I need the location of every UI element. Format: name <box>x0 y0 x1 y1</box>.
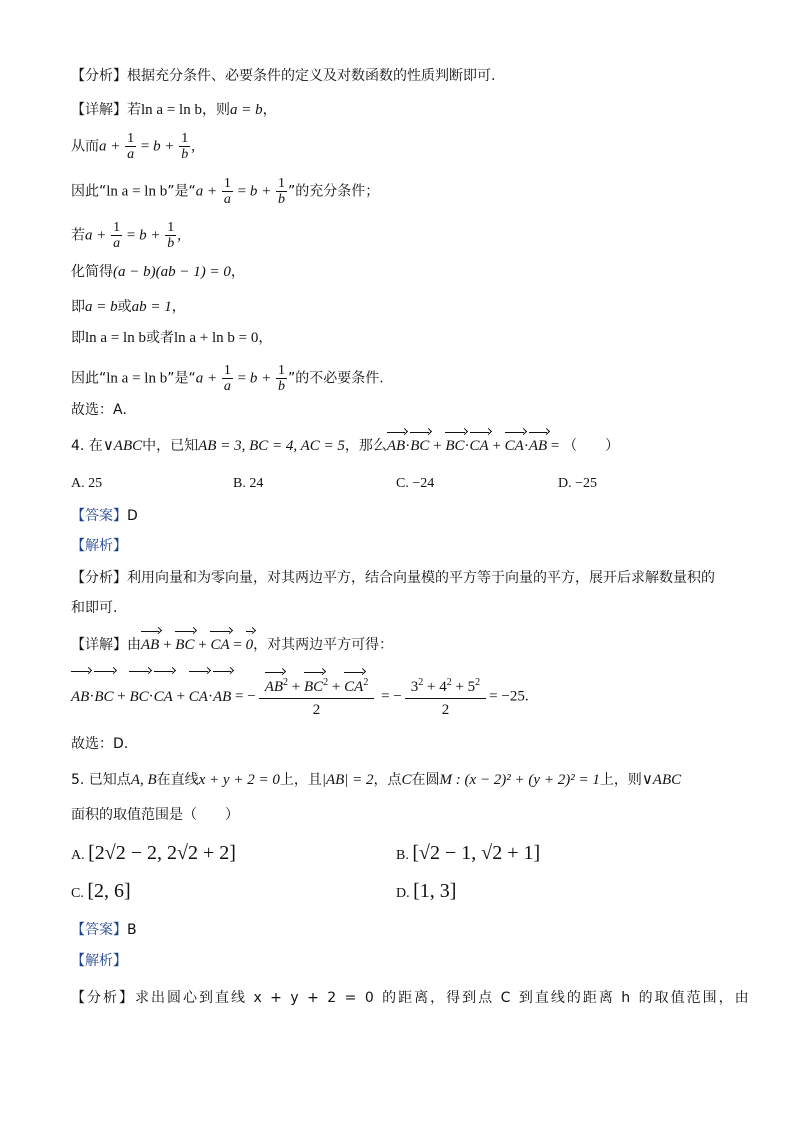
text: 或 <box>117 299 132 315</box>
q3-final-answer: 故选：A. <box>71 402 127 418</box>
q4-stem: 4. 在∨ABC中，已知AB = 3, BC = 4, AC = 5，那么AB·BC + BC·CA + CA·AB = （ ） <box>71 438 620 454</box>
q3-detail-line-8: 因此“ln a = ln b”是“a + $\frac{1}{a}$ = b + $\frac{1}{b}$ ”的不必要条件. <box>71 363 384 394</box>
q5-option-d[interactable] <box>396 880 456 903</box>
analysis-text: 根据充分条件、必要条件的定义及对数函数的性质判断即可. <box>127 68 496 84</box>
fraction: $\frac{1}{a}$ <box>223 363 231 394</box>
result: = −25 <box>489 688 525 705</box>
math-eq: a = b <box>85 299 118 315</box>
text: （ ） <box>563 438 620 454</box>
text: 上，则 <box>599 772 642 788</box>
math: x + y + 2 = 0 <box>198 772 280 788</box>
math: |AB| = 2 <box>321 772 374 788</box>
math-eq: (a − b)(ab − 1) = 0 <box>113 264 231 280</box>
q3-detail-line-2: 从而a + $\frac{1}{a}$ = b + $\frac{1}{b}$ , <box>71 131 195 162</box>
analysis-tag: 【分析】 <box>71 990 135 1006</box>
text: 即 <box>71 330 85 346</box>
math-eq: ln a = ln b <box>106 370 168 387</box>
math-eq: ln a + ln b = 0 <box>173 330 259 346</box>
text: 4. 在 <box>71 438 103 454</box>
q4-option-c[interactable]: C. −24 <box>396 476 435 491</box>
math-eq: ln a = ln b <box>85 330 146 346</box>
text: ， <box>171 299 186 315</box>
q5-answer <box>71 920 137 940</box>
q5-jiexi-tag: 【解析】 <box>71 953 127 969</box>
math: M : (x − 2)² + (y + 2)² = 1 <box>439 772 600 788</box>
option-value: [1, 3] <box>413 880 457 902</box>
q5-stem-1 <box>71 770 681 790</box>
text: ”的充分条件； <box>287 183 380 200</box>
text: ， <box>230 264 245 280</box>
math: a + <box>99 138 125 155</box>
analysis-text: 利用向量和为零向量，对其两边平方，结合向量模的平方等于向量的平方，展开后求解数量积的 <box>127 570 715 586</box>
option-value: [2, 6] <box>87 880 131 902</box>
q4-analysis-1 <box>71 568 715 588</box>
text: 因此“ <box>71 370 107 387</box>
math: b + <box>153 138 179 155</box>
text: 从而 <box>71 138 99 155</box>
text: 在直线 <box>156 772 199 788</box>
q5-analysis <box>71 988 751 1008</box>
text: ， <box>258 330 273 346</box>
text: 中，已知 <box>142 438 199 454</box>
answer-value: B <box>127 922 137 938</box>
q3-detail-line-4: 若a + $\frac{1}{a}$ = b + $\frac{1}{b}$ , <box>71 220 181 251</box>
q4-option-a[interactable]: A. 25 <box>71 476 103 491</box>
math: ∨ABC <box>641 772 682 788</box>
option-value: [√2 − 1, √2 + 1] <box>412 842 541 864</box>
q3-analysis-line <box>71 66 495 86</box>
detail-tag: 【详解】 <box>71 102 127 118</box>
text: 若 <box>127 102 141 118</box>
math-eq: ln a = ln b <box>106 183 168 200</box>
vector-ca: CA <box>469 438 489 454</box>
text: ，则 <box>201 102 230 118</box>
q5-option-c[interactable] <box>71 880 131 903</box>
fraction: $\frac{1}{a}$ <box>113 220 121 251</box>
text: 在圆 <box>411 772 440 788</box>
math-eq: a = b <box>229 102 263 118</box>
text: 即 <box>71 299 85 315</box>
fraction: $\frac{1}{b}$ <box>181 131 189 162</box>
q4-big-equation: AB·BC + BC·CA + CA·AB = − $\frac{AB^2 + BC^2 + CA^2}{2}$ = − $\frac{3^2 + 4^2 + 5^2}{2}$ = −25. <box>71 672 529 721</box>
text: ”的不必要条件. <box>287 370 384 387</box>
q4-jiexi-tag: 【解析】 <box>71 538 127 554</box>
text: ”是“ <box>167 183 196 200</box>
fraction: $\frac{1}{a}$ <box>223 176 231 207</box>
fraction: $\frac{1}{b}$ <box>277 363 285 394</box>
option-letter: C. <box>71 886 84 901</box>
q4-answer <box>71 506 138 526</box>
vector-ab: AB <box>528 438 548 454</box>
vector-ca: CA <box>504 438 524 454</box>
text: 5. 已知点 <box>71 772 131 788</box>
fraction: $\frac{1}{a}$ <box>127 131 135 162</box>
fraction: $\frac{1}{b}$ <box>167 220 175 251</box>
q4-detail: 【详解】由AB + BC + CA = 0，对其两边平方可得： <box>71 637 394 653</box>
option-letter: D. <box>396 886 410 901</box>
analysis-text: 求出圆心到直线 x + y + 2 = 0 的距离，得到点 C 到直线的距离 h 的取值范围，由 <box>135 990 751 1006</box>
math: = <box>137 138 154 155</box>
q5-option-a[interactable] <box>71 842 236 865</box>
q3-detail-line-3: 因此“ln a = ln b”是“a + $\frac{1}{a}$ = b + $\frac{1}{b}$ ”的充分条件； <box>71 176 380 207</box>
text: ，点 <box>373 772 402 788</box>
fraction: $\frac{1}{b}$ <box>277 176 285 207</box>
q3-detail-line-5 <box>71 262 245 282</box>
fraction-numeric-squares: $\frac{3^2 + 4^2 + 5^2}{2}$ <box>405 672 486 721</box>
math-eq: ab = 1 <box>131 299 172 315</box>
math: A, B <box>130 772 157 788</box>
q4-final: 故选：D. <box>71 736 129 752</box>
text: 化简得 <box>71 264 113 280</box>
q5-option-b[interactable] <box>396 842 540 865</box>
math-eq: ln a = ln b <box>141 102 202 118</box>
q4-option-d[interactable]: D. −25 <box>558 476 598 491</box>
text: 因此“ <box>71 183 107 200</box>
text: 上，且 <box>279 772 322 788</box>
option-letter: A. <box>71 848 85 863</box>
option-letter: B. <box>396 848 409 863</box>
vector-ab: AB <box>386 438 406 454</box>
text: ，那么 <box>344 438 387 454</box>
math: ∨ABC <box>102 438 143 454</box>
text: 或者 <box>145 330 174 346</box>
detail-tag: 【详解】 <box>71 637 127 653</box>
q3-detail-line-1 <box>71 100 277 120</box>
analysis-tag: 【分析】 <box>71 68 127 84</box>
answer-tag: 【答案】 <box>71 508 127 524</box>
q4-option-b[interactable]: B. 24 <box>233 476 264 491</box>
text: ”是“ <box>167 370 196 387</box>
vector-bc: BC <box>445 438 465 454</box>
q3-detail-line-7 <box>71 328 272 348</box>
math: a + <box>195 183 221 200</box>
answer-tag: 【答案】 <box>71 922 127 938</box>
text: ， <box>262 102 277 118</box>
vector-bc: BC <box>410 438 430 454</box>
option-value: [2√2 − 2, 2√2 + 2] <box>88 842 236 864</box>
math: C <box>401 772 412 788</box>
q5-stem-2: 面积的取值范围是（ ） <box>71 807 239 823</box>
text: 由 <box>127 637 141 653</box>
fraction-vector-squares: $\frac{AB^2 + BC^2 + CA^2}{2}$ <box>259 672 375 721</box>
answer-value: D <box>127 508 138 524</box>
text: ，对其两边平方可得： <box>253 637 394 653</box>
text: 若 <box>71 227 85 244</box>
analysis-tag: 【分析】 <box>71 570 127 586</box>
math: AB = 3, BC = 4, AC = 5 <box>198 438 345 454</box>
q3-detail-line-6 <box>71 297 186 317</box>
q4-analysis-2: 和即可. <box>71 600 118 616</box>
